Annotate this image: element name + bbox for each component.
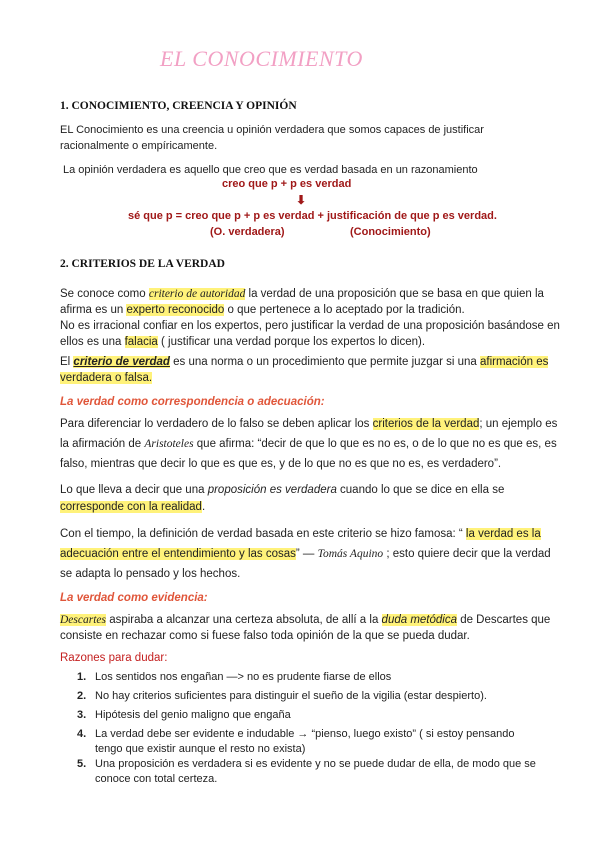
label-opinion-verdadera: (O. verdadera) (210, 226, 285, 238)
paragraph-descartes-line-1 (60, 612, 550, 628)
paragraph-expertos-line-2 (60, 334, 425, 350)
formula-knowledge: sé que p = creo que p + p es verdad + justificación de que p es verdad. (128, 210, 497, 222)
term-verdadera-falsa: verdadera o falsa (60, 372, 149, 384)
term-corresponde-realidad: corresponde con la realidad (60, 501, 202, 513)
list-number: 1. (77, 671, 87, 683)
section-2-heading: 2. CRITERIOS DE LA VERDAD (60, 258, 225, 270)
text: ( justificar una verdad porque los expertos lo dicen). (157, 336, 426, 348)
text: la afirmación de (60, 438, 145, 450)
list-item (77, 708, 291, 723)
list-text: Hipótesis del genio maligno que engaña (95, 709, 291, 721)
paragraph-autoridad-line-2 (60, 302, 465, 318)
text: afirma es un (60, 304, 127, 316)
text: la verdad de una proposición que se basa en que quien la (245, 288, 544, 300)
text: que afirma: “decir de que lo que es no es, o de lo que no es que es, es (193, 438, 557, 450)
paragraph-aquino-line-3: se adapta lo pensado y los hechos. (60, 568, 241, 580)
text: cuando lo que se dice en ella se (336, 484, 505, 496)
quote-verdad-part-2: adecuación entre el entendimiento y las cosas (60, 548, 296, 560)
label-conocimiento: (Conocimiento) (350, 226, 431, 238)
text: o que pertenece a lo aceptado por la tradición. (224, 304, 465, 316)
list-item (77, 670, 392, 685)
list-text: Una proposición es verdadera si es evidente y no se puede dudar de ella, de modo que se (95, 758, 536, 770)
text: Lo que lleva a decir que una (60, 484, 208, 496)
paragraph-aristoteles-line-1 (60, 416, 557, 432)
list-item (77, 689, 487, 704)
subheading-evidencia: La verdad como evidencia: (60, 592, 208, 604)
list-number: 4. (77, 728, 87, 740)
page-title: EL CONOCIMIENTO (160, 46, 363, 71)
text: ; un ejemplo es (479, 418, 558, 430)
list-text: tengo que existir aunque el resto no exista) (95, 743, 306, 755)
list-text: La verdad debe ser evidente e indudable → “pienso, luego existo” ( si estoy pensando (95, 728, 515, 740)
list-item (77, 727, 515, 757)
name-tomas-aquino: Tomás Aquino (317, 548, 384, 560)
section-1-heading: 1. CONOCIMIENTO, CREENCIA Y OPINIÓN (60, 100, 297, 112)
razones-heading: Razones para dudar: (60, 652, 168, 664)
list-text: No hay criterios suficientes para distinguir el sueño de la vigilia (estar despierto). (95, 690, 487, 702)
text: ellos es una (60, 336, 125, 348)
paragraph-expertos-line-1: No es irracional confiar en los expertos, pero justificar la verdad de una proposición basándose en (60, 320, 560, 332)
paragraph-proposicion-line-2 (60, 499, 205, 515)
list-number: 2. (77, 690, 87, 702)
text: Con el tiempo, la definición de verdad basada en este criterio se hizo famosa: “ (60, 528, 466, 540)
term-criterio-autoridad: criterio de autoridad (148, 288, 246, 300)
text: es una norma o un procedimiento que permite juzgar si una (169, 356, 480, 368)
subheading-correspondencia: La verdad como correspondencia o adecuación: (60, 396, 325, 408)
list-text: conoce con total certeza. (95, 773, 218, 785)
text: aspiraba a alcanzar una certeza absoluta, de allí a la (106, 614, 382, 626)
term-criterio-verdad: criterio de verdad (73, 356, 170, 368)
list-item (77, 757, 536, 787)
opinion-definition: La opinión verdadera es aquello que creo que es verdad basada en un razonamiento (63, 164, 478, 176)
paragraph-aristoteles-line-2 (60, 436, 557, 452)
text: El (60, 356, 74, 368)
text: Se conoce como (60, 288, 149, 300)
down-arrow-icon: ⬇ (296, 193, 307, 207)
paragraph-aquino-line-1 (60, 526, 541, 542)
term-proposicion-verdadera: proposición es verdadera (207, 484, 337, 496)
paragraph-criterio-verdad-line-1 (60, 354, 548, 370)
text: ; esto quiere decir que la verdad (383, 548, 551, 560)
section-1-para-line-2: racionalmente o empíricamente. (60, 140, 218, 152)
list-number: 3. (77, 709, 87, 721)
section-1-para-line-1: EL Conocimiento es una creencia u opinión verdadera que somos capaces de justificar (60, 124, 484, 136)
text: . (148, 372, 153, 384)
formula-opinion: creo que p + p es verdad (222, 178, 352, 190)
text: de Descartes que (457, 614, 551, 626)
paragraph-autoridad-line-1 (60, 286, 544, 302)
term-afirmacion: afirmación es (479, 356, 549, 368)
term-duda-metodica: duda metódica (381, 614, 457, 626)
name-descartes: Descartes (60, 614, 106, 626)
paragraph-criterio-verdad-line-2 (60, 370, 152, 386)
term-experto-reconocido: experto reconocido (126, 304, 225, 316)
paragraph-aquino-line-2 (60, 546, 551, 562)
term-falacia: falacia (124, 336, 158, 348)
paragraph-aristoteles-line-3: falso, mientras que decir lo que es que es, y de lo que no es que no es, es verdadero”. (60, 458, 502, 470)
paragraph-descartes-line-2: consiste en rechazar como si fuese falso toda opinión de la que se pueda dudar. (60, 630, 470, 642)
text: . (201, 501, 206, 513)
text: ” — (295, 548, 318, 560)
name-aristoteles: Aristoteles (144, 438, 194, 450)
quote-verdad-part-1: la verdad es la (465, 528, 541, 540)
paragraph-proposicion-line-1 (60, 482, 504, 498)
list-text: Los sentidos nos engañan —> no es prudente fiarse de ellos (95, 671, 392, 683)
list-number: 5. (77, 758, 87, 770)
text: Para diferenciar lo verdadero de lo falso se deben aplicar los (60, 418, 373, 430)
term-criterios-verdad: criterios de la verdad (372, 418, 480, 430)
